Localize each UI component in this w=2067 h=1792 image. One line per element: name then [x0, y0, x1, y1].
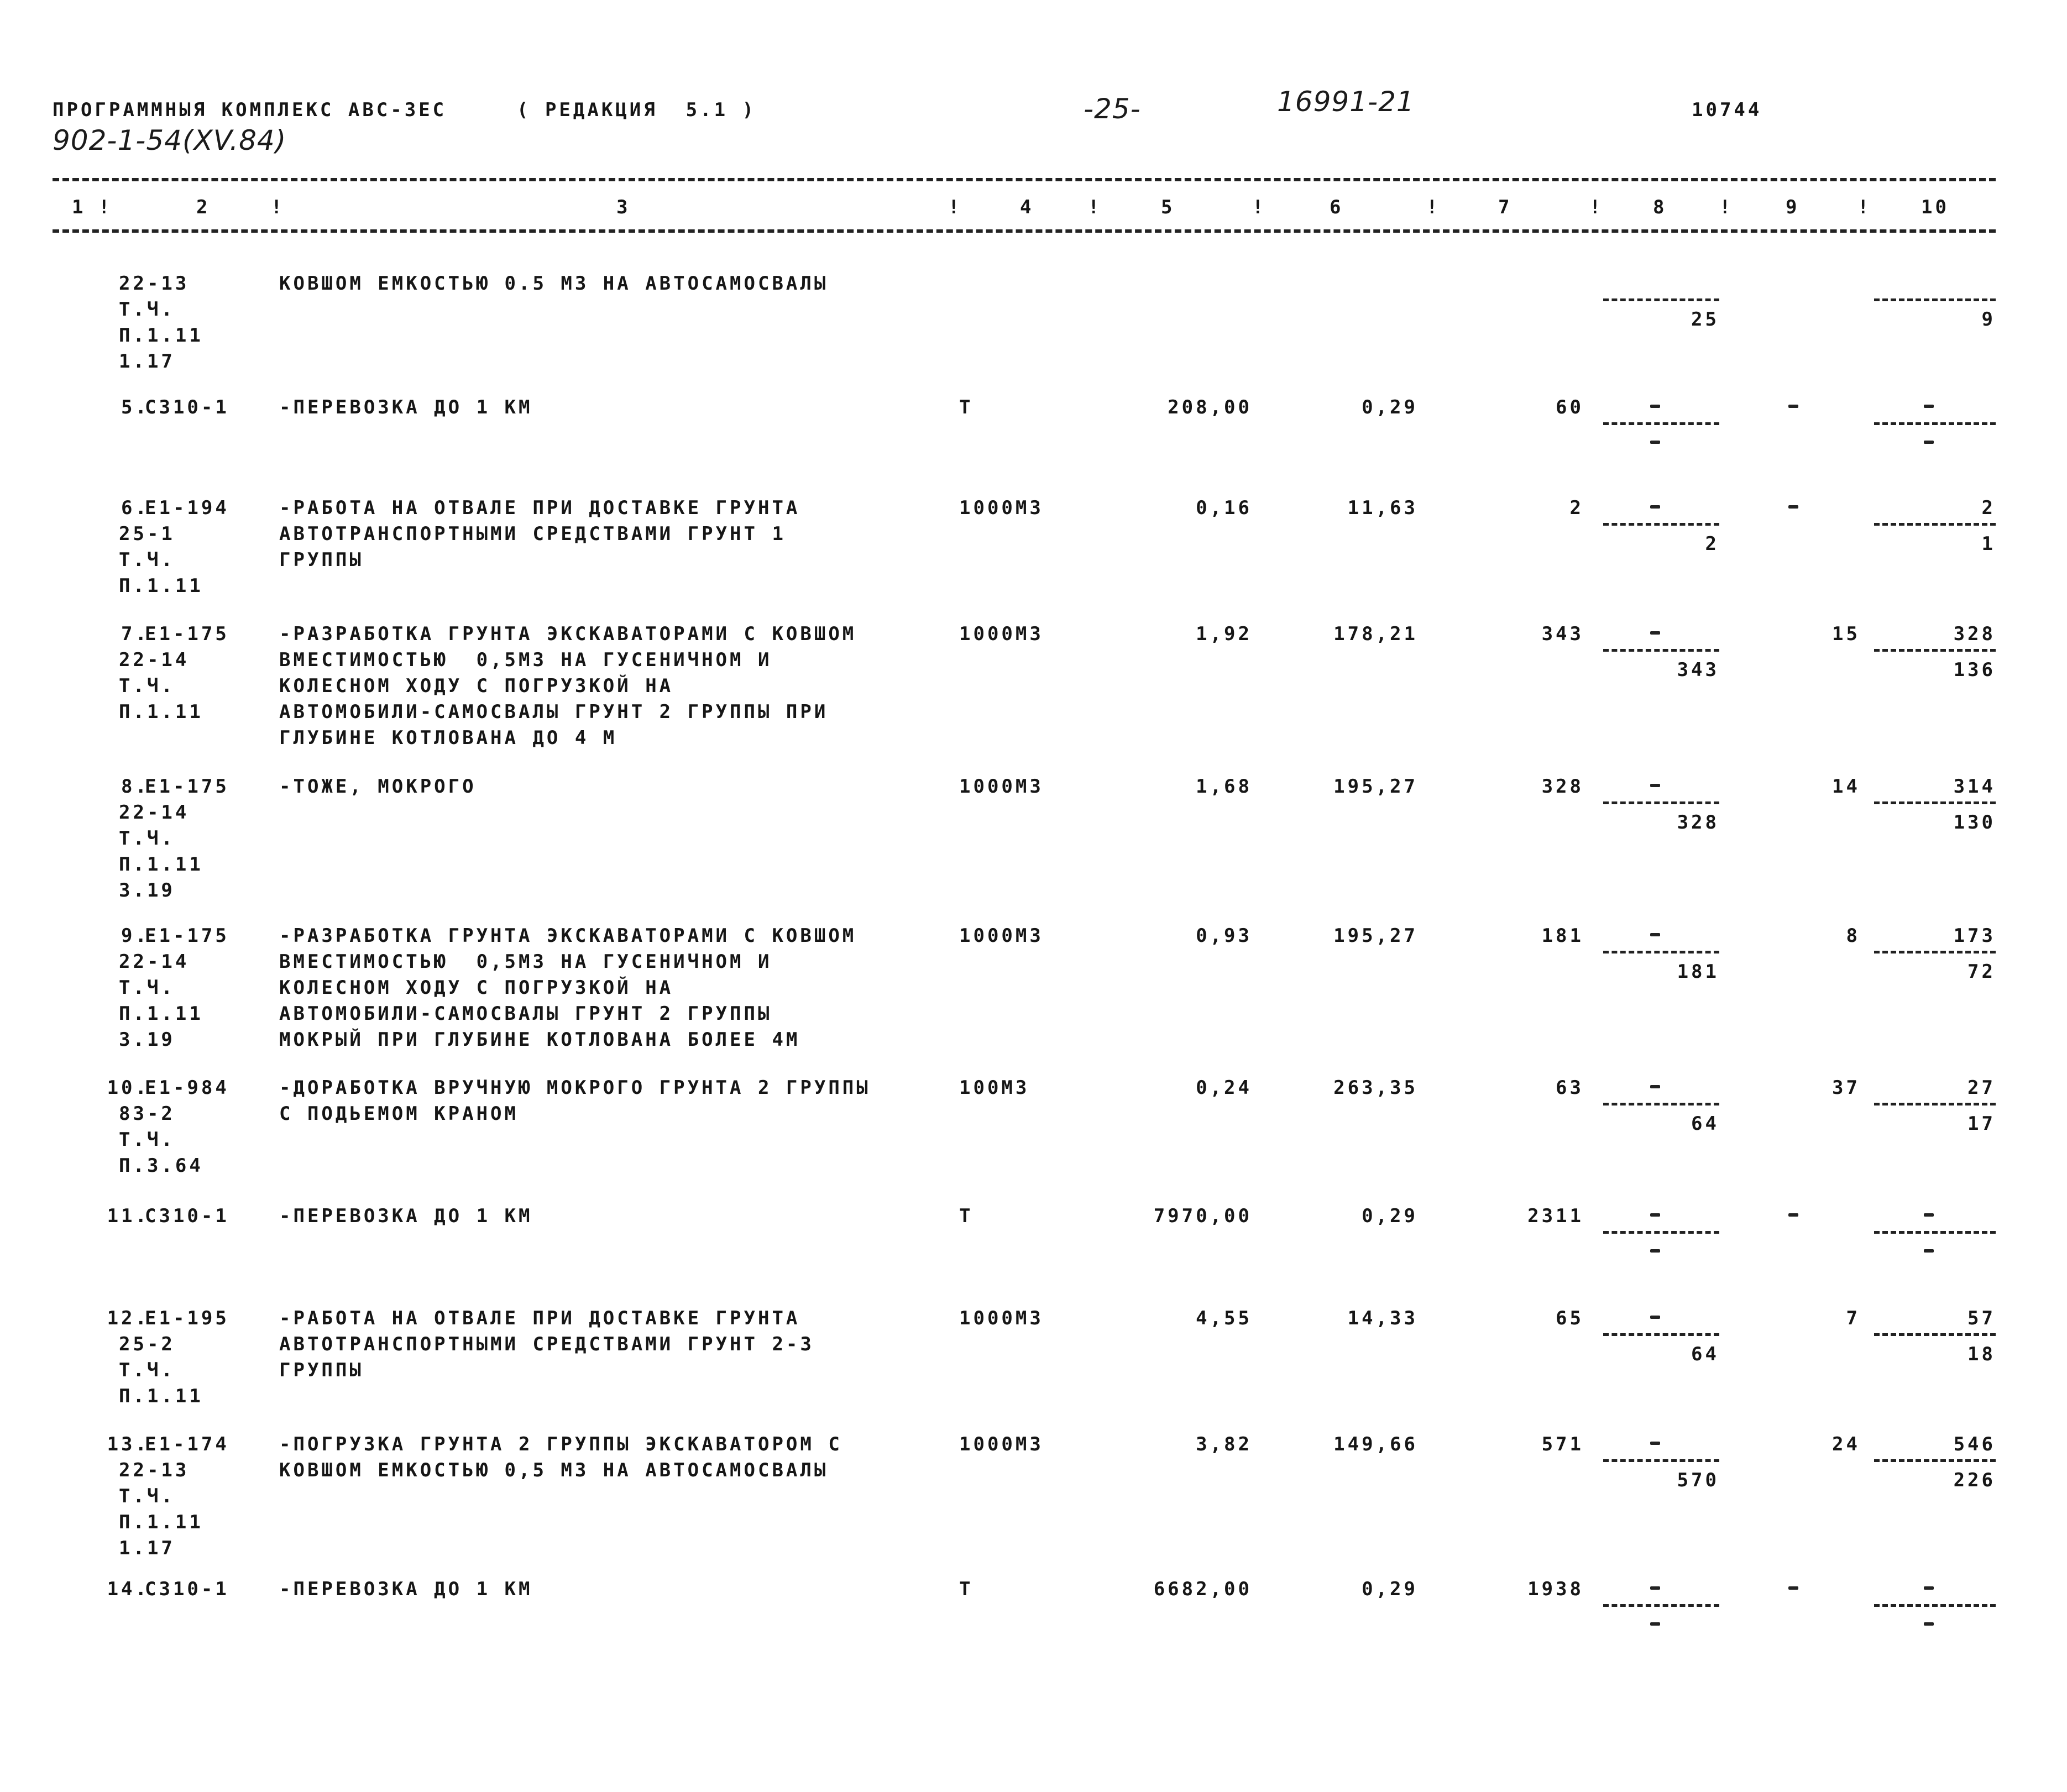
rate-code: 22-14 [119, 649, 190, 671]
rate-code: 3.19 [119, 879, 175, 902]
rate-code: П.1.11 [119, 324, 203, 347]
column-header-10: 10 [1921, 196, 1949, 218]
column-separator: ! [1252, 196, 1267, 218]
col8-fraction-line [1603, 649, 1719, 652]
column-header-4: 4 [1020, 196, 1034, 218]
page-number: -25- [1084, 93, 1141, 125]
column-header-5: 5 [1161, 196, 1175, 218]
col9-value: 8 [1846, 925, 1860, 947]
unit-of-measure: 1000МЗ [959, 776, 1044, 798]
work-description: -ПЕРЕВОЗКА ДО 1 КМ [279, 1578, 533, 1600]
rate-code: Е1-175 [145, 925, 229, 947]
program-title: ПРОГРАММНЫЯ КОМПЛЕКС АВС-ЗЕС [53, 99, 447, 121]
rate-code: Е1-175 [145, 776, 229, 798]
col10-bottom-value: 9 [1981, 308, 1996, 331]
work-description: АВТОТРАНСПОРТНЫМИ СРЕДСТВАМИ ГРУНТ 1 [279, 523, 786, 545]
work-description: ГРУППЫ [279, 1359, 364, 1381]
col10-bottom-value [1924, 1249, 1934, 1253]
col8-fraction-line [1603, 1231, 1719, 1234]
col8-top-value [1650, 933, 1660, 936]
col8-bottom-value: 328 [1677, 811, 1719, 834]
col10-fraction-line [1874, 1333, 1996, 1336]
header-rule-bottom [53, 229, 1996, 233]
work-description: -РАЗРАБОТКА ГРУНТА ЭКСКАВАТОРАМИ С КОВШОМ [279, 925, 857, 947]
col10-fraction-line [1874, 523, 1996, 526]
unit-price: 11,63 [1347, 497, 1418, 519]
col8-bottom-value [1650, 441, 1660, 444]
column-separator: ! [1426, 196, 1441, 218]
rate-code: П.1.11 [119, 853, 203, 876]
unit-of-measure: 1000МЗ [959, 925, 1044, 947]
work-description: КОЛЕСНОМ ХОДУ С ПОГРУЗКОЙ НА [279, 675, 674, 697]
unit-of-measure: Т [959, 1205, 974, 1227]
col9-value: 15 [1832, 623, 1860, 645]
col10-fraction-line [1874, 298, 1996, 301]
project-code: 902-1-54(XV.84) [53, 124, 287, 156]
total-cost: 2311 [1527, 1205, 1584, 1227]
column-separator: ! [948, 196, 962, 218]
rate-code: 83-2 [119, 1103, 175, 1125]
rate-code: Е1-984 [145, 1077, 229, 1099]
rate-code: Т.Ч. [119, 1359, 175, 1381]
rate-code: П.1.11 [119, 1385, 203, 1407]
unit-of-measure: Т [959, 396, 974, 418]
col10-top-value [1924, 1213, 1934, 1217]
col9-value: 37 [1832, 1077, 1860, 1099]
col10-bottom-value [1924, 1622, 1934, 1626]
column-separator: ! [1589, 196, 1604, 218]
rate-code: Т.Ч. [119, 298, 175, 321]
col9-value: 14 [1832, 776, 1860, 798]
unit-of-measure: 100МЗ [959, 1077, 1030, 1099]
col8-top-value [1650, 631, 1660, 635]
column-separator: ! [1088, 196, 1102, 218]
col8-fraction-line [1603, 422, 1719, 425]
work-description: -ПЕРЕВОЗКА ДО 1 КМ [279, 1205, 533, 1227]
row-number: 7. [121, 623, 149, 645]
column-separator: ! [1719, 196, 1734, 218]
col8-fraction-line [1603, 1459, 1719, 1462]
col9-value [1788, 505, 1798, 509]
col10-top-value: 27 [1967, 1077, 1996, 1099]
col10-bottom-value: 130 [1953, 811, 1996, 834]
total-cost: 2 [1569, 497, 1584, 519]
row-number: 8. [121, 776, 149, 798]
edition-label: ( РЕДАКЦИЯ 5.1 ) [517, 99, 756, 121]
unit-price: 0,29 [1362, 1205, 1418, 1227]
col10-bottom-value: 136 [1953, 659, 1996, 681]
col8-fraction-line [1603, 801, 1719, 804]
col10-bottom-value: 17 [1967, 1113, 1996, 1135]
rate-code: П.1.11 [119, 1511, 203, 1533]
col8-fraction-line [1603, 1103, 1719, 1105]
rate-code: П.1.11 [119, 701, 203, 723]
rate-code: 22-13 [119, 1459, 190, 1481]
col8-top-value [1650, 1586, 1660, 1590]
col10-top-value: 328 [1953, 623, 1996, 645]
row-number: 11. [107, 1205, 149, 1227]
col10-fraction-line [1874, 801, 1996, 804]
rate-code: 1.17 [119, 1537, 175, 1559]
col10-bottom-value: 18 [1967, 1343, 1996, 1365]
col8-fraction-line [1603, 1333, 1719, 1336]
unit-of-measure: 1000МЗ [959, 1307, 1044, 1329]
work-description: КОЛЕСНОМ ХОДУ С ПОГРУЗКОЙ НА [279, 977, 674, 999]
col10-top-value: 314 [1953, 776, 1996, 798]
unit-of-measure: 1000МЗ [959, 623, 1044, 645]
unit-of-measure: 1000МЗ [959, 1433, 1044, 1455]
rate-code: Е1-194 [145, 497, 229, 519]
col8-top-value [1650, 1213, 1660, 1217]
rate-code: С310-1 [145, 1205, 229, 1227]
work-description: КОВШОМ ЕМКОСТЬЮ 0,5 МЗ НА АВТОСАМОСВАЛЫ [279, 1459, 829, 1481]
unit-price: 178,21 [1333, 623, 1418, 645]
column-header-2: 2 [196, 196, 211, 218]
total-cost: 1938 [1527, 1578, 1584, 1600]
unit-of-measure: Т [959, 1578, 974, 1600]
col10-fraction-line [1874, 1231, 1996, 1234]
unit-price: 263,35 [1333, 1077, 1418, 1099]
unit-price: 0,29 [1362, 1578, 1418, 1600]
col8-top-value [1650, 1085, 1660, 1088]
col10-fraction-line [1874, 649, 1996, 652]
unit-price: 14,33 [1347, 1307, 1418, 1329]
work-description: -ДОРАБОТКА ВРУЧНУЮ МОКРОГО ГРУНТА 2 ГРУППЫ [279, 1077, 871, 1099]
rate-code: П.3.64 [119, 1155, 203, 1177]
quantity: 7970,00 [1153, 1205, 1252, 1227]
col10-bottom-value: 226 [1953, 1469, 1996, 1491]
unit-of-measure: 1000МЗ [959, 497, 1044, 519]
col8-bottom-value: 570 [1677, 1469, 1719, 1491]
col9-value [1788, 1213, 1798, 1217]
rate-code: Т.Ч. [119, 827, 175, 850]
col10-fraction-line [1874, 1459, 1996, 1462]
row-number: 14. [107, 1578, 149, 1600]
col10-fraction-line [1874, 1103, 1996, 1105]
total-cost: 60 [1556, 396, 1584, 418]
col8-fraction-line [1603, 523, 1719, 526]
rate-code: С310-1 [145, 1578, 229, 1600]
quantity: 4,55 [1196, 1307, 1252, 1329]
total-cost: 181 [1541, 925, 1584, 947]
quantity: 6682,00 [1153, 1578, 1252, 1600]
rate-code: Т.Ч. [119, 1485, 175, 1507]
work-description: ГРУППЫ [279, 549, 364, 571]
work-description: АВТОТРАНСПОРТНЫМИ СРЕДСТВАМИ ГРУНТ 2-3 [279, 1333, 814, 1355]
work-description: КОВШОМ ЕМКОСТЬЮ 0.5 МЗ НА АВТОСАМОСВАЛЫ [279, 273, 829, 295]
rate-code: П.1.11 [119, 1003, 203, 1025]
col10-bottom-value: 1 [1981, 533, 1996, 555]
col10-bottom-value: 72 [1967, 961, 1996, 983]
row-number: 12. [107, 1307, 149, 1329]
work-description: -ПОГРУЗКА ГРУНТА 2 ГРУППЫ ЭКСКАВАТОРОМ С [279, 1433, 843, 1455]
row-number: 6. [121, 497, 149, 519]
quantity: 3,82 [1196, 1433, 1252, 1455]
column-separator: ! [271, 196, 285, 218]
col8-fraction-line [1603, 298, 1719, 301]
rate-code: 25-2 [119, 1333, 175, 1355]
work-description: АВТОМОБИЛИ-САМОСВАЛЫ ГРУНТ 2 ГРУППЫ ПРИ [279, 701, 829, 723]
work-description: -РАЗРАБОТКА ГРУНТА ЭКСКАВАТОРАМИ С КОВШОМ [279, 623, 857, 645]
col8-bottom-value: 25 [1691, 308, 1719, 331]
work-description: -РАБОТА НА ОТВАЛЕ ПРИ ДОСТАВКЕ ГРУНТА [279, 497, 800, 519]
rate-code: Т.Ч. [119, 977, 175, 999]
column-header-6: 6 [1330, 196, 1344, 218]
col8-bottom-value: 2 [1705, 533, 1719, 555]
column-header-3: 3 [616, 196, 631, 218]
col10-top-value: 57 [1967, 1307, 1996, 1329]
unit-price: 149,66 [1333, 1433, 1418, 1455]
header-rule-top [53, 178, 1996, 181]
col8-bottom-value [1650, 1622, 1660, 1626]
col10-fraction-line [1874, 422, 1996, 425]
quantity: 0,93 [1196, 925, 1252, 947]
rate-code: Е1-175 [145, 623, 229, 645]
rate-code: 22-14 [119, 801, 190, 824]
col8-top-value [1650, 784, 1660, 787]
col8-top-value [1650, 405, 1660, 408]
column-header-8: 8 [1653, 196, 1667, 218]
rate-code: Т.Ч. [119, 549, 175, 571]
col9-value: 24 [1832, 1433, 1860, 1455]
col10-bottom-value [1924, 441, 1934, 444]
row-number: 10. [107, 1077, 149, 1099]
col8-top-value [1650, 1316, 1660, 1319]
quantity: 0,16 [1196, 497, 1252, 519]
col8-fraction-line [1603, 951, 1719, 953]
total-cost: 328 [1541, 776, 1584, 798]
row-number: 9. [121, 925, 149, 947]
rate-code: 1.17 [119, 350, 175, 373]
quantity: 1,92 [1196, 623, 1252, 645]
rate-code: С310-1 [145, 396, 229, 418]
unit-price: 195,27 [1333, 776, 1418, 798]
work-description: -ТОЖЕ, МОКРОГО [279, 776, 477, 798]
unit-price: 195,27 [1333, 925, 1418, 947]
col9-value: 7 [1846, 1307, 1860, 1329]
column-separator: ! [1857, 196, 1872, 218]
work-description: -РАБОТА НА ОТВАЛЕ ПРИ ДОСТАВКЕ ГРУНТА [279, 1307, 800, 1329]
rate-code: Е1-174 [145, 1433, 229, 1455]
col8-fraction-line [1603, 1604, 1719, 1607]
col10-top-value [1924, 405, 1934, 408]
row-number: 5. [121, 396, 149, 418]
col8-top-value [1650, 1442, 1660, 1445]
quantity: 208,00 [1168, 396, 1252, 418]
col10-fraction-line [1874, 1604, 1996, 1607]
rate-code: 3.19 [119, 1029, 175, 1051]
total-cost: 63 [1556, 1077, 1584, 1099]
col10-top-value: 2 [1981, 497, 1996, 519]
rate-code: 22-14 [119, 951, 190, 973]
total-cost: 343 [1541, 623, 1584, 645]
work-description: С ПОДЬЕМОМ КРАНОМ [279, 1103, 519, 1125]
column-header-1: 1 [72, 196, 86, 218]
unit-price: 0,29 [1362, 396, 1418, 418]
total-cost: 571 [1541, 1433, 1584, 1455]
col10-top-value [1924, 1586, 1934, 1590]
col10-top-value: 173 [1953, 925, 1996, 947]
handwritten-code: 16991-21 [1277, 86, 1415, 118]
col8-bottom-value: 64 [1691, 1113, 1719, 1135]
work-description: -ПЕРЕВОЗКА ДО 1 КМ [279, 396, 533, 418]
quantity: 1,68 [1196, 776, 1252, 798]
row-number: 13. [107, 1433, 149, 1455]
rate-code: П.1.11 [119, 575, 203, 597]
work-description: АВТОМОБИЛИ-САМОСВАЛЫ ГРУНТ 2 ГРУППЫ [279, 1003, 772, 1025]
total-cost: 65 [1556, 1307, 1584, 1329]
column-header-9: 9 [1786, 196, 1800, 218]
rate-code: 25-1 [119, 523, 175, 545]
rate-code: 22-13 [119, 273, 190, 295]
column-separator: ! [98, 196, 113, 218]
col8-bottom-value [1650, 1249, 1660, 1253]
work-description: ГЛУБИНЕ КОТЛОВАНА ДО 4 М [279, 727, 618, 749]
col10-top-value: 546 [1953, 1433, 1996, 1455]
col9-value [1788, 405, 1798, 408]
work-description: ВМЕСТИМОСТЬЮ 0,5МЗ НА ГУСЕНИЧНОМ И [279, 951, 772, 973]
rate-code: Т.Ч. [119, 675, 175, 697]
rate-code: Т.Ч. [119, 1129, 175, 1151]
col8-bottom-value: 64 [1691, 1343, 1719, 1365]
column-header-7: 7 [1498, 196, 1513, 218]
col8-bottom-value: 181 [1677, 961, 1719, 983]
col9-value [1788, 1586, 1798, 1590]
rate-code: Е1-195 [145, 1307, 229, 1329]
work-description: МОКРЫЙ ПРИ ГЛУБИНЕ КОТЛОВАНА БОЛЕЕ 4М [279, 1029, 800, 1051]
col8-top-value [1650, 505, 1660, 509]
work-description: ВМЕСТИМОСТЬЮ 0,5МЗ НА ГУСЕНИЧНОМ И [279, 649, 772, 671]
col8-bottom-value: 343 [1677, 659, 1719, 681]
col10-fraction-line [1874, 951, 1996, 953]
quantity: 0,24 [1196, 1077, 1252, 1099]
document-number: 10744 [1692, 99, 1762, 121]
